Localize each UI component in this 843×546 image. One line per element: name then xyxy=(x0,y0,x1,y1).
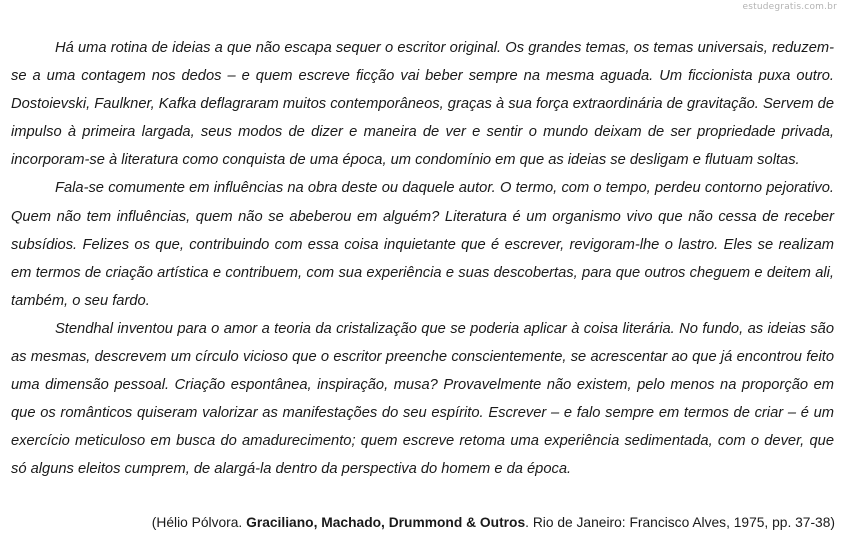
citation-prefix: (Hélio Pólvora. xyxy=(151,515,247,530)
source-citation xyxy=(152,515,835,530)
passage-text xyxy=(11,34,834,484)
paragraph-3: Stendhal inventou para o amor a teoria da cristalização que se poderia aplicar à coisa literária. No fundo, as ideias são as mesmas, descrevem um círculo vicioso que o escritor preenche conscientemente, se acrescentar ao que já encontrou feito uma dimensão pessoal. Criação espontânea, inspiração, musa? Provavelmente não existem, pelo menos na proporção em que os românticos quiseram valorizar as manifestações do seu espírito. Escrever – e falo sempre em termos de criar – é um exercício meticuloso em busca do amadurecimento; quem escreve retoma uma experiência sedimentada, com o dever, que só alguns eleitos cumprem, de alargá-la dentro da perspectiva do homem e da época. xyxy=(11,320,834,478)
paragraph-2: Fala-se comumente em influências na obra deste ou daquele autor. O termo, com o tempo, perdeu contorno pejorativo. Quem não tem influências, quem não se abeberou em alguém? Literatura é um organismo vivo que não cessa de receber subsídios. Felizes os que, contribuindo com essa coisa inquietante que é escrever, revigoram-lhe o lastro. Eles se realizam em termos de criação artística e contribuem, com sua experiência e suas descobertas, para que outros cheguem e deitem ali, também, o seu fardo. xyxy=(11,180,834,309)
citation-suffix: . Rio de Janeiro: Francisco Alves, 1975, pp. 37-38) xyxy=(525,515,835,530)
site-watermark: estudegratis.com.br xyxy=(742,2,837,12)
paragraph-1: Há uma rotina de ideias a que não escapa sequer o escritor original. Os grandes temas, os temas universais, reduzem-se a uma contagem nos dedos – e quem escreve ficção vai beber sempre na mesma aguada. Um ficcionista puxa outro. Dostoievski, Faulkner, Kafka deflagraram muitos contemporâneos, graças à sua força extraordinária de gravitação. Servem de impulso à primeira largada, seus modos de dizer e maneira de ver e sentir o mundo deixam de ser propriedade privada, incorporam-se à literatura como conquista de uma época, um condomínio em que as ideias se desligam e flutuam soltas. xyxy=(11,40,834,169)
citation-title: Graciliano, Machado, Drummond & Outros xyxy=(246,515,526,530)
